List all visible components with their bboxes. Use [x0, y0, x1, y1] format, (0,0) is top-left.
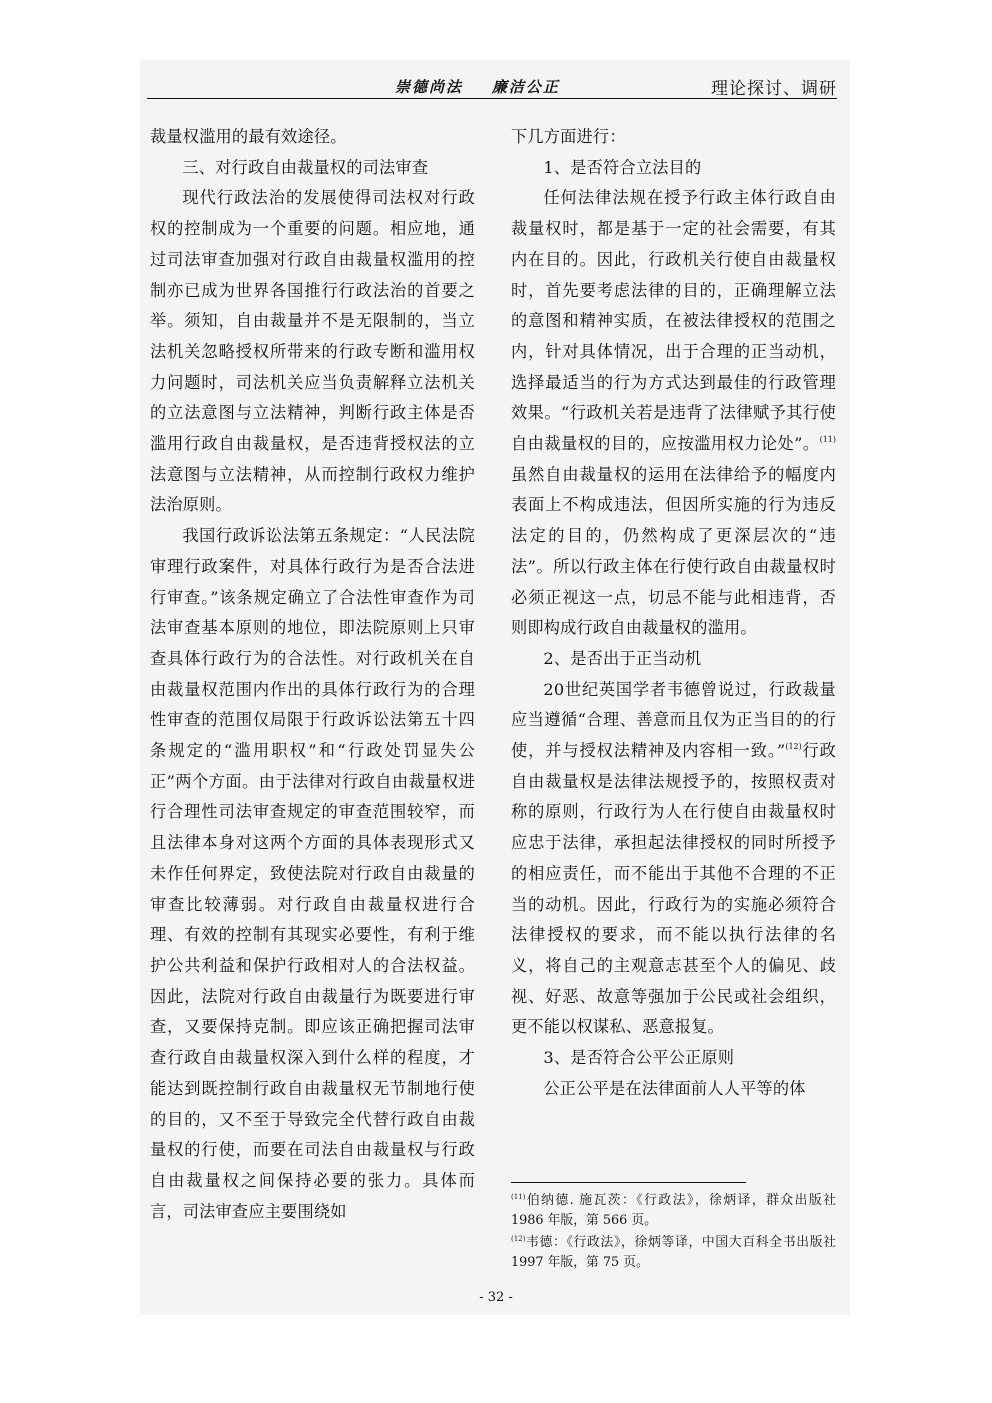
page-number: - 32 - — [479, 1290, 513, 1305]
left-column — [150, 122, 475, 1227]
footnote-text: 伯纳德. 施瓦茨：《行政法》，徐炳译，群众出版社 1986 年版，第 566 页。 — [511, 1193, 836, 1228]
footnote-mark: (12) — [511, 1235, 526, 1243]
paragraph — [511, 183, 836, 644]
paragraph: 下几方面进行： — [511, 127, 626, 146]
subsection-heading: 3、是否符合公平公正原则 — [543, 1048, 735, 1068]
footnote-text: 韦德：《行政法》，徐炳等译，中国大百科全书出版社 1997 年版，第 75 页。 — [511, 1235, 836, 1270]
header-section-title: 理论探讨、调研 — [711, 79, 837, 99]
subsection-heading: 1、是否符合立法目的 — [543, 157, 702, 177]
header-rule — [147, 98, 837, 99]
footnote-ref: (12) — [785, 742, 802, 752]
footnote-mark: (11) — [511, 1193, 526, 1201]
paragraph: 我国行政诉讼法第五条规定：“人民法院审理行政案件，对具体行政行为是否合法进行审查。”该条规定确立了合法性审查作为司法审查基本原则的地位，即法院原则上只审查具体行政行为的合法性。对行政机关在自由裁量权范围内作出的具体行政行为的合理性审查的范围仅局限于行政诉讼法第五十四条规定的“滥用职权”和“行政处罚显失公正”两个方面。由于法律对行政自由裁量权进行合理性司法审查规定的审查范围较窄，而且法律本身对这两个方面的具体表现形式又未作任何界定，致使法院对行政自由裁量的审查比较薄弱。对行政自由裁量权进行合理、有效的控制有其现实必要性，有利于维护公共利益和保护行政相对人的合法权益。因此，法院对行政自由裁量行为既要进行审查，又要保持克制。即应该正确把握司法审查行政自由裁量权深入到什么样的程度，才能达到既控制行政自由裁量权无节制地行使的目的，又不至于导致完全代替行政自由裁量权的行使，而要在司法自由裁量权与行政自由裁量权之间保持必要的张力。具体而言，司法审查应主要围绕如 — [150, 526, 475, 1221]
footnote-separator — [511, 1182, 746, 1183]
paragraph: 现代行政法治的发展使得司法权对行政权的控制成为一个重要的问题。相应地，通过司法审查加强对行政自由裁量权滥用的控制亦已成为世界各国推行行政法治的首要之举。须知，自由裁量并不是无限制的，当立法机关忽略授权所带来的行政专断和滥用权力问题时，司法机关应当负责解释立法机关的立法意图与立法精神，判断行政主体是否滥用行政自由裁量权，是否违背授权法的立法意图与立法精神，从而控制行政权力维护法治原则。 — [150, 188, 475, 515]
running-header — [147, 68, 837, 100]
right-column — [511, 122, 836, 1105]
section-heading: 三、对行政自由裁量权的司法审查 — [182, 157, 429, 177]
paragraph: 裁量权滥用的最有效途径。 — [150, 127, 347, 146]
paragraph-text: 20世纪英国学者韦德曾说过，行政裁量应当遵循“合理、善意而且仅为正当目的的行使，并与授权法精神及内容相一致。” — [511, 679, 836, 761]
subsection-heading: 2、是否出于正当动机 — [543, 648, 702, 668]
header-motto: 崇德尚法 廉洁公正 — [395, 78, 560, 96]
footnotes — [511, 1191, 836, 1275]
footnote-ref: (11) — [819, 435, 836, 445]
paragraph-text: 任何法律法规在授予行政主体行政自由裁量权时，都是基于一定的社会需要，有其内在目的。因此，行政机关行使自由裁量权时，首先要考虑法律的目的，正确理解立法的意图和精神实质，在被法律授权的范围之内，针对具体情况，出于合理的正当动机，选择最适当的行为方式达到最佳的行政管理效果。“行政机关若是违背了法律赋予其行使自由裁量权的目的，应按滥用权力论处”。 — [511, 188, 836, 454]
paragraph: 公正公平是在法律面前人人平等的体 — [543, 1078, 806, 1098]
paragraph-text: 行政自由裁量权是法律法规授予的，按照权责对称的原则，行政行为人在行使自由裁量权时应忠于法律，承担起法律授权的同时所授予的相应责任，而不能出于其他不合理的不正当的动机。因此，行政行为的实施必须符合法律授权的要求，而不能以执行法律的名义，将自己的主观意志甚至个人的偏见、歧视、好恶、故意等强加于公民或社会组织，更不能以权谋私、恶意报复。 — [511, 741, 836, 1037]
paragraph-text: 虽然自由裁量权的运用在法律给予的幅度内表面上不构成违法，但因所实施的行为违反法定的目的，仍然构成了更深层次的“违法”。所以行政主体在行使行政自由裁量权时必须正视这一点，切忌不能与此相违背，否则即构成行政自由裁量权的滥用。 — [511, 464, 836, 638]
footnote — [511, 1233, 836, 1273]
footnote — [511, 1191, 836, 1231]
paragraph — [511, 675, 836, 1043]
